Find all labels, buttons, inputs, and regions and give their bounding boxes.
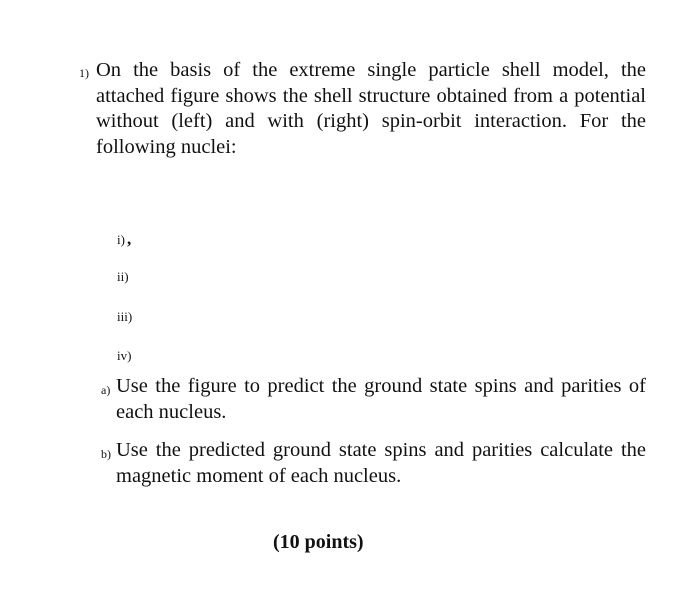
question-number: 1): [79, 66, 89, 80]
part-a-text: Use the figure to predict the ground state spins and parities of each nucleus.: [116, 375, 646, 423]
nucleus-item: [117, 309, 132, 325]
part-b-text: Use the predicted ground state spins and parities calculate the magnetic moment of each nucleus.: [116, 439, 646, 487]
points-label: (10 points): [273, 531, 364, 553]
nucleus-item: [117, 269, 129, 285]
question-text: On the basis of the extreme single particle shell model, the attached figure shows the shell structure obtained from a potential without (left) and with (right) spin-orbit interaction. For the following nuclei:: [96, 59, 646, 158]
nucleus-separator: ,: [126, 229, 132, 248]
nucleus-label: ii): [117, 269, 129, 284]
nucleus-label: i): [117, 232, 125, 247]
nucleus-label: iv): [117, 348, 132, 363]
nucleus-label: iii): [117, 309, 133, 324]
part-a-label: a): [101, 383, 111, 397]
nucleus-item: [117, 229, 131, 249]
part-b-label: b): [101, 447, 111, 461]
nucleus-item: [117, 348, 131, 364]
